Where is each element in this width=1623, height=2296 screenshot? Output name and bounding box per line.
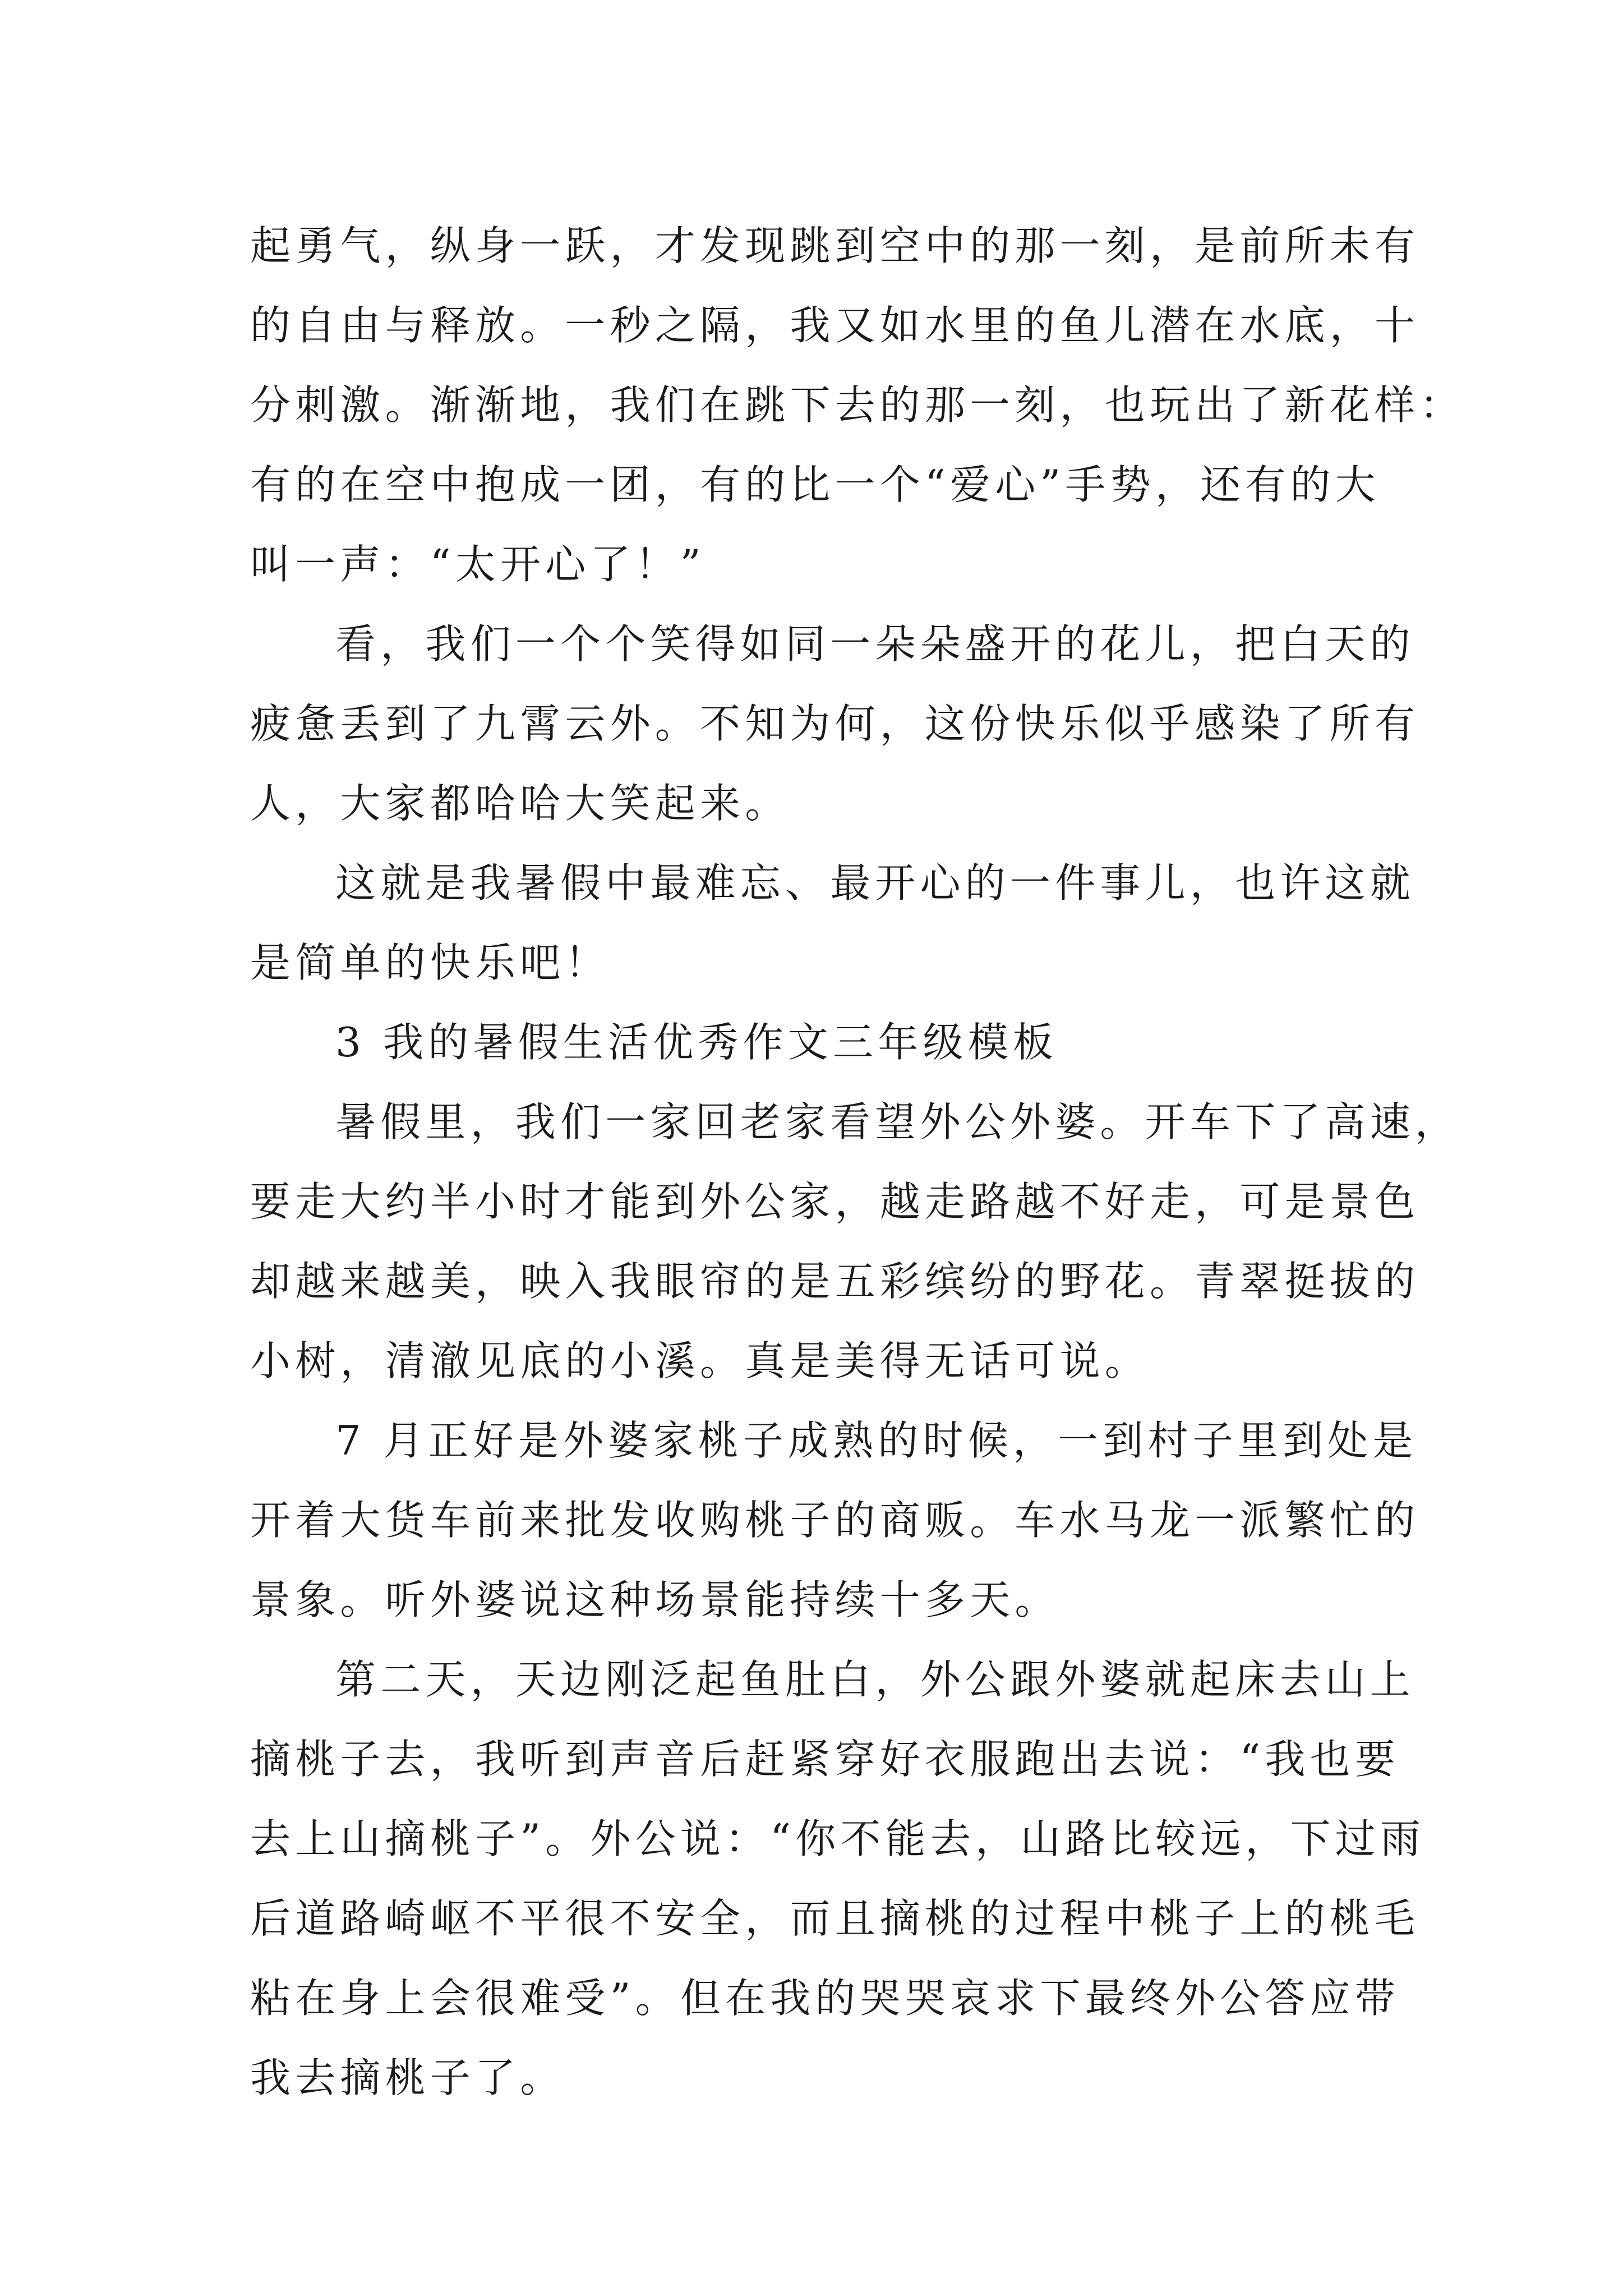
- paragraph-first-line: 暑假里，我们一家回老家看望外公外婆。开车下了高速，: [335, 1098, 1460, 1145]
- text-line: 粘在身上会很难受”。但在我的哭哭哀求下最终外公答应带: [250, 1975, 1400, 2022]
- paragraph-first-line: 第二天，天边刚泛起鱼肚白，外公跟外婆就起床去山上: [335, 1656, 1415, 1703]
- text-line: 去上山摘桃子”。外公说：“你不能去，山路比较远，下过雨: [250, 1815, 1426, 1862]
- text-line: 小树，清澈见底的小溪。真是美得无话可说。: [250, 1337, 1150, 1384]
- text-line: 是简单的快乐吧！: [250, 939, 610, 986]
- text-line: 人，大家都哈哈大笑起来。: [250, 780, 790, 827]
- text-line: 要走大约半小时才能到外公家，越走路越不好走，可是景色: [250, 1178, 1420, 1225]
- text-line: 有的在空中抱成一团，有的比一个“爱心”手势，还有的大: [250, 461, 1380, 508]
- text-line: 景象。听外婆说这种场景能持续十多天。: [250, 1576, 1060, 1623]
- text-line: 我去摘桃子了。: [250, 2054, 565, 2101]
- paragraph-first-line: 这就是我暑假中最难忘、最开心的一件事儿，也许这就: [335, 859, 1415, 907]
- paragraph-first-line: 7 月正好是外婆家桃子成熟的时候，一到村子里到处是: [335, 1417, 1418, 1464]
- text-line: 分刺激。渐渐地，我们在跳下去的那一刻，也玩出了新花样：: [250, 381, 1465, 429]
- text-line: 的自由与释放。一秒之隔，我又如水里的鱼儿潜在水底，十: [250, 302, 1420, 349]
- text-line: 疲惫丢到了九霄云外。不知为何，这份快乐似乎感染了所有: [250, 700, 1420, 747]
- paragraph-first-line: 看，我们一个个笑得如同一朵朵盛开的花儿，把白天的: [335, 620, 1415, 668]
- text-line: 却越来越美，映入我眼帘的是五彩缤纷的野花。青翠挺拔的: [250, 1258, 1420, 1305]
- text-line: 后道路崎岖不平很不安全，而且摘桃的过程中桃子上的桃毛: [250, 1895, 1420, 1942]
- text-line: 开着大货车前来批发收购桃子的商贩。车水马龙一派繁忙的: [250, 1497, 1420, 1544]
- text-line: 叫一声：“太开心了！”: [250, 541, 706, 588]
- text-line: 摘桃子去，我听到声音后赶紧穿好衣服跑出去说：“我也要: [250, 1736, 1400, 1783]
- section-heading: 3 我的暑假生活优秀作文三年级模板: [335, 1019, 1058, 1066]
- text-line: 起勇气，纵身一跃，才发现跳到空中的那一刻，是前所未有: [250, 222, 1420, 269]
